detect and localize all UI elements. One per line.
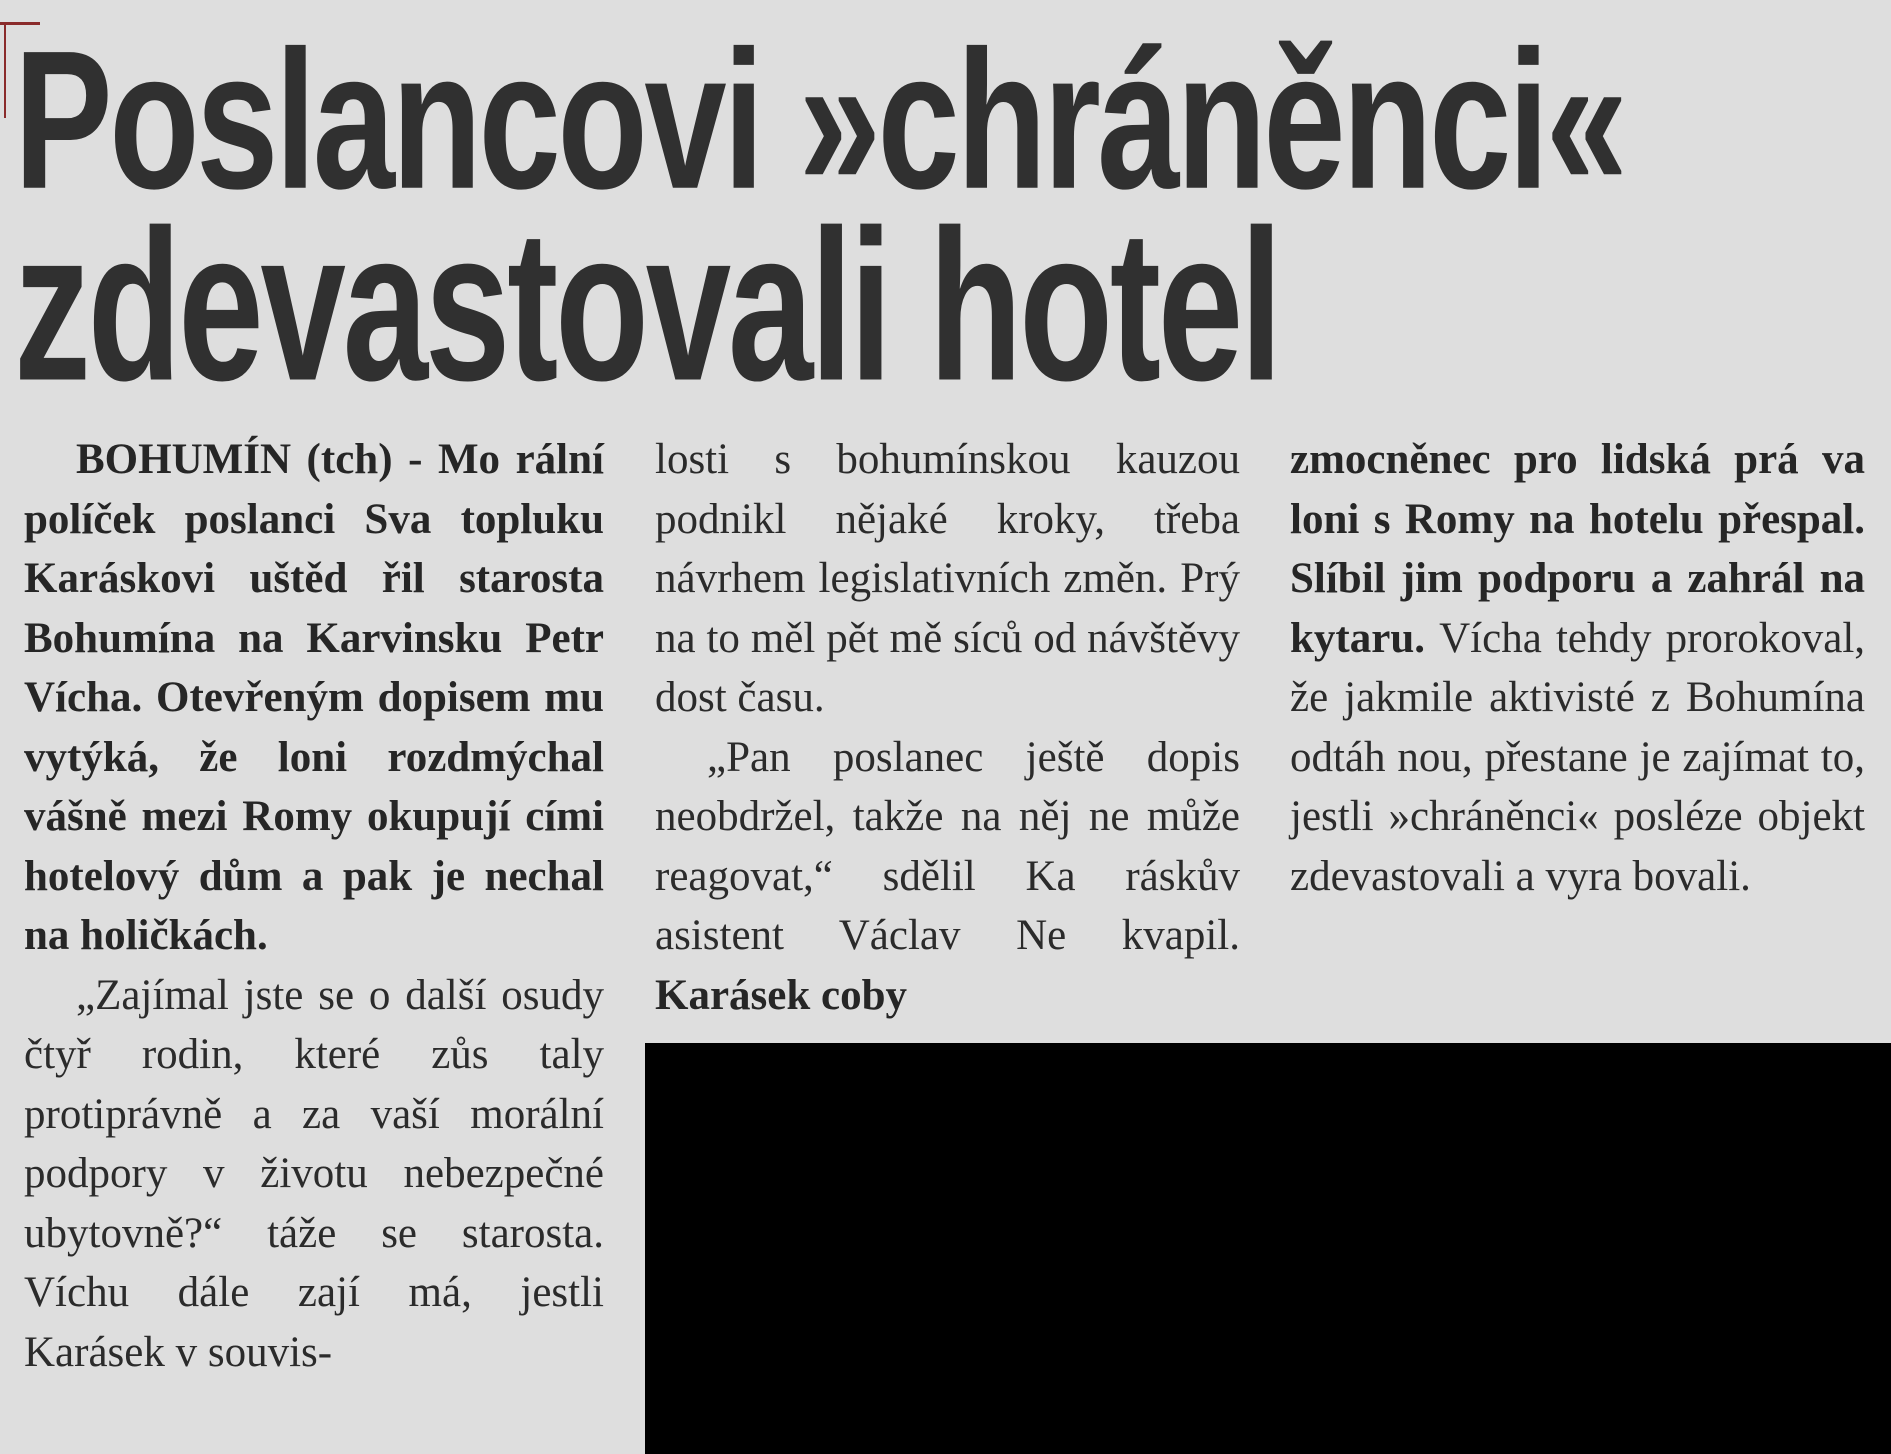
text-line: topluku Karáskovi uštěd bbox=[24, 495, 604, 602]
headline-line-1: Poslancovi »chráněnci« bbox=[14, 10, 1625, 231]
article-column-3 bbox=[1290, 430, 1865, 906]
text-line: rální políček poslanci Sva bbox=[24, 436, 604, 543]
text-line: řil starosta Bohumína na bbox=[24, 555, 604, 662]
text-line: Vícha bbox=[1439, 614, 1556, 662]
lead-paragraph bbox=[24, 430, 604, 966]
text-line: objekt zdevastovali a vyra bbox=[1290, 793, 1865, 900]
text-line: se starosta. Víchu dále zají bbox=[24, 1209, 604, 1316]
bold-text: va loni s Romy na hotelu bbox=[1290, 436, 1865, 543]
body-paragraph bbox=[24, 966, 604, 1383]
text-line: morální podpory v životu bbox=[24, 1090, 604, 1197]
quote-paragraph bbox=[655, 728, 1240, 1026]
text-line: osudy čtyř rodin, které zůs bbox=[24, 971, 604, 1078]
body-paragraph bbox=[1290, 430, 1865, 906]
text-line: aktivisté z Bohumína odtáh bbox=[1290, 674, 1865, 781]
text-line: cími hotelový dům a pak je bbox=[24, 793, 605, 900]
text-line: Otevřeným dopisem mu bbox=[156, 674, 604, 721]
text-line: „Pan poslanec ještě dopis bbox=[707, 733, 1240, 781]
text-line: tehdy prorokoval, že jakmile bbox=[1290, 614, 1866, 721]
text-line: taly protiprávně a za vaší bbox=[24, 1031, 605, 1138]
text-line: nechal na holičkách. bbox=[24, 852, 604, 959]
text-line: vášně mezi Romy okupují bbox=[24, 793, 511, 840]
text-line: nebezpečné ubytovně?“ táže bbox=[24, 1150, 604, 1257]
text-line: nou, přestane je zajímat to, bbox=[1397, 733, 1866, 781]
text-line: neobdržel, takže na něj ne bbox=[655, 793, 1130, 840]
text-line: změn. Prý na to měl pět mě bbox=[655, 555, 1240, 662]
text-line: vytýká, že loni rozdmýchal bbox=[24, 733, 604, 781]
text-line: losti s bohumínskou kauzou bbox=[655, 436, 1240, 483]
bold-text: zmocněnec pro lidská prá bbox=[1290, 436, 1799, 483]
headline-line-2: zdevastovali hotel bbox=[14, 184, 1280, 426]
text-line: síců od návštěvy dost času. bbox=[655, 614, 1241, 721]
redacted-area bbox=[645, 1043, 1891, 1454]
text-line: kvapil. bbox=[1121, 912, 1240, 959]
bold-text: přespal. Slíbil jim podporu bbox=[1290, 495, 1865, 602]
text-line: Karvinsku Petr Vícha. bbox=[24, 614, 604, 721]
text-line: jestli »chráněnci« posléze bbox=[1290, 793, 1758, 840]
body-paragraph bbox=[655, 430, 1240, 728]
bold-text: a zahrál na kytaru. bbox=[1290, 555, 1865, 662]
article-column-1 bbox=[24, 430, 604, 1382]
text-line: ráskův asistent Václav Ne bbox=[655, 852, 1240, 959]
text-line: BOHUMÍN (tch) - Mo bbox=[76, 436, 501, 483]
text-line: „Zajímal jste se o další bbox=[76, 971, 502, 1019]
article-column-2 bbox=[655, 430, 1240, 1025]
text-line: má, jestli Karásek v souvis- bbox=[24, 1269, 605, 1376]
text-line: bovali. bbox=[1632, 852, 1751, 900]
text-line: návrhem legislativních bbox=[655, 555, 1064, 602]
bold-text: Karásek coby bbox=[655, 971, 908, 1019]
pen-mark bbox=[4, 22, 6, 118]
text-line: může reagovat,“ sdělil Ka bbox=[655, 793, 1240, 900]
text-line: podnikl nějaké kroky, třeba bbox=[655, 495, 1240, 543]
